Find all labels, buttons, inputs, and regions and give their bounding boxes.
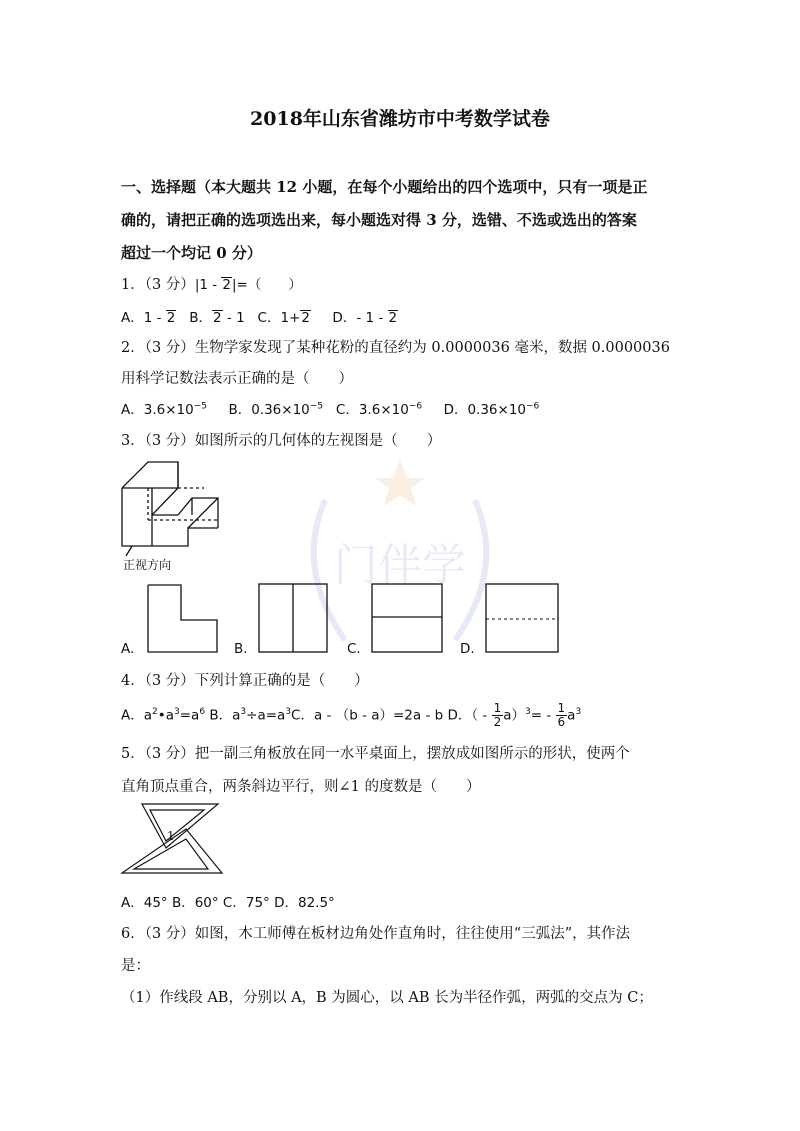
question-6-line1: 6．（3 分）如图，木工师傅在板材边角处作直角时，往往使用“三弧法”，其作法: [121, 926, 631, 942]
q4-option-c: C．a - （b - a）=2a - b: [291, 707, 444, 724]
q1-abs-close: |=（ ）: [232, 277, 302, 293]
watermark-text: 门伴学: [334, 540, 466, 591]
question-1-stem: [121, 273, 302, 294]
q1-option-a-radical: 2: [166, 310, 176, 326]
q3-option-d-label: D.: [460, 641, 475, 657]
question-3-stem: 3．（3 分）如图所示的几何体的左视图是（ ）: [121, 433, 442, 449]
q2-option-b: B．0.36×10: [228, 402, 310, 418]
question-2-line1: 2．（3 分）生物学家发现了某种花粉的直径约为 0.0000036 毫米，数据 0.0000036: [121, 340, 670, 356]
q3-direction-label: 正视方向: [123, 558, 172, 572]
section-heading-line2: 确的，请把正确的选项选出来，每小题选对得 3 分，选错、不选或选出的答案: [121, 211, 637, 229]
question-4-stem: 4．（3 分）下列计算正确的是（ ）: [121, 673, 369, 689]
q1-option-b-post: - 1: [222, 310, 245, 326]
q4-d-numerator2: 1: [557, 701, 566, 715]
question-4-options: [121, 702, 581, 729]
section-heading-line1: 一、选择题（本大题共 12 小题，在每个小题给出的四个选项中，只有一项是正: [121, 178, 648, 196]
q4-option-d-eq: = -: [530, 707, 556, 724]
q3-option-c-figure: [371, 583, 443, 653]
q4-d-denominator2: 6: [557, 715, 566, 729]
q1-radical: 2: [222, 277, 231, 293]
q3-option-a-figure: [147, 584, 219, 654]
question-5-options: A．45° B．60° C．75° D．82.5°: [121, 895, 335, 911]
q4-option-d-a: a）: [503, 707, 526, 724]
q2-option-b-exp: −5: [309, 401, 324, 412]
page-title: 2018年山东省潍坊市中考数学试卷: [250, 108, 550, 130]
q2-option-a: A．3.6×10: [121, 402, 194, 418]
q4-option-a-exp3: 6: [199, 707, 206, 717]
q2-option-c-exp: −6: [408, 401, 423, 412]
q3-solid-figure: [118, 458, 228, 558]
q4-d-denominator1: 2: [493, 715, 502, 729]
q4-option-b-exp2: 3: [285, 707, 292, 717]
q1-option-b-pre: B．: [189, 310, 213, 326]
q1-option-d-radical: 2: [388, 310, 398, 326]
q5-triangles-figure: [120, 803, 225, 878]
q1-abs-open: |1 -: [194, 277, 222, 293]
q4-option-b-pre: B．a: [209, 707, 241, 724]
question-2-options: [121, 398, 539, 418]
question-6-line3: （1）作线段 AB，分别以 A，B 为圆心，以 AB 长为半径作弧，两弧的交点为 C；: [121, 990, 653, 1006]
q1-number: 1．（3 分）: [121, 277, 195, 293]
q1-option-c-radical: 2: [301, 310, 310, 326]
q4-option-b-mid: ÷a=a: [246, 707, 286, 724]
q2-option-d-exp: −6: [526, 401, 540, 412]
q4-option-a-mid: •a: [157, 707, 174, 724]
q4-option-a-exp1: 2: [152, 707, 158, 717]
q4-option-b-exp1: 3: [240, 707, 247, 717]
q4-option-d-fraction2: [556, 702, 568, 729]
q1-option-b-radical: 2: [213, 310, 222, 326]
q1-option-d-pre: D．- 1 -: [332, 310, 388, 326]
q4-option-d-fraction1: [492, 702, 504, 729]
question-1-options: [121, 306, 398, 326]
q2-option-d: D．0.36×10: [443, 402, 527, 418]
q4-option-d-pre: D．（ -: [447, 707, 492, 724]
question-2-line2: 用科学记数法表示正确的是（ ）: [121, 371, 353, 387]
q4-option-a-eq: =a: [179, 707, 200, 724]
q2-option-a-exp: −5: [193, 401, 207, 412]
q4-d-numerator1: 1: [493, 701, 502, 715]
q4-option-a-exp2: 3: [174, 707, 180, 717]
q4-option-a-pre: A．a: [121, 707, 153, 724]
section-heading-line3: 超过一个均记 0 分）: [121, 244, 262, 262]
q5-angle-label: 1: [167, 829, 175, 843]
q4-option-d-a2: a: [567, 707, 576, 724]
q3-option-d-figure: [485, 583, 559, 653]
q3-option-b-label: B.: [234, 641, 248, 657]
question-5-line1: 5．（3 分）把一副三角板放在同一水平桌面上，摆放成如图所示的形状，使两个: [121, 746, 630, 762]
q2-option-c: C．3.6×10: [335, 402, 409, 418]
question-6-line2: 是：: [121, 958, 150, 974]
q4-option-d-exp2: 3: [575, 707, 582, 717]
q3-option-c-label: C.: [347, 641, 361, 657]
q3-option-a-label: A.: [121, 641, 135, 657]
q1-option-c-pre: C．1+: [257, 310, 301, 326]
q1-option-a-pre: A．1 -: [121, 310, 166, 326]
q4-option-d-exp1: 3: [525, 707, 531, 717]
question-5-line2: 直角顶点重合，两条斜边平行，则∠1 的度数是（ ）: [121, 779, 481, 795]
q3-option-b-figure: [258, 583, 328, 653]
